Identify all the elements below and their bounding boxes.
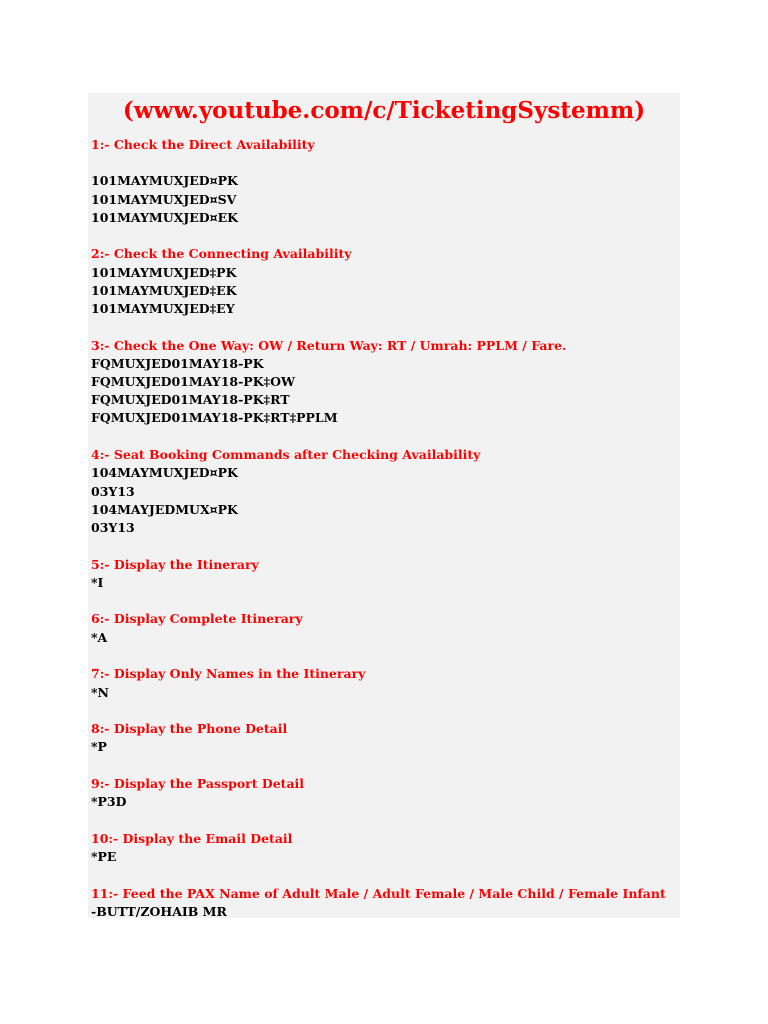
section-gap (91, 592, 680, 611)
command-line: FQMUXJED01MAY18-PK‡RT (91, 392, 290, 408)
cheat-sheet-panel (88, 93, 680, 918)
command-line: *N (91, 684, 109, 700)
section-heading: 4:- Seat Booking Commands after Checking Availability (91, 447, 481, 463)
command-line: 101MAYMUXJED¤PK (91, 173, 238, 189)
command-line: 101MAYMUXJED¤EK (91, 209, 238, 225)
section-9 (91, 775, 680, 830)
command-line: 104MAYMUXJED¤PK (91, 465, 238, 481)
command-line: 104MAYJEDMUX¤PK (91, 501, 238, 517)
command-list (88, 127, 680, 918)
section-gap (91, 428, 680, 447)
command-line: *A (91, 629, 108, 645)
command-line: FQMUXJED01MAY18-PK‡OW (91, 374, 296, 390)
section-gap (91, 537, 680, 556)
section-8 (91, 720, 680, 775)
section-2 (91, 245, 680, 336)
command-line: 101MAYMUXJED‡EK (91, 282, 237, 298)
command-line: -BUTT/ZOHAIB MR (91, 904, 227, 918)
command-line: 101MAYMUXJED‡EY (91, 301, 235, 316)
command-line: FQMUXJED01MAY18-PK (91, 355, 264, 371)
section-heading: 2:- Check the Connecting Availability (91, 246, 352, 262)
section-heading: 5:- Display the Itinerary (91, 556, 259, 572)
section-heading: 10:- Display the Email Detail (91, 830, 293, 846)
spacer (91, 154, 680, 172)
section-11 (91, 885, 680, 918)
section-heading: 9:- Display the Passport Detail (91, 776, 305, 792)
section-gap (91, 227, 680, 246)
section-heading: 6:- Display Complete Itinerary (91, 611, 303, 627)
section-gap (91, 866, 680, 885)
section-heading: 3:- Check the One Way: OW / Return Way: RT / Umrah: PPLM / Fare. (91, 337, 567, 353)
section-gap (91, 757, 680, 776)
section-1 (91, 136, 680, 245)
section-10 (91, 830, 680, 885)
command-line: *P3D (91, 794, 127, 810)
command-line: *PE (91, 849, 117, 865)
section-3 (91, 337, 680, 446)
section-gap (91, 811, 680, 830)
section-4 (91, 446, 680, 555)
command-line: *P (91, 739, 107, 755)
section-7 (91, 665, 680, 720)
command-line: 101MAYMUXJED‡PK (91, 264, 237, 280)
command-line: 101MAYMUXJED¤SV (91, 191, 237, 207)
section-heading: 8:- Display the Phone Detail (91, 721, 288, 737)
section-5 (91, 556, 680, 611)
command-line: *I (91, 574, 104, 590)
section-heading: 7:- Display Only Names in the Itinerary (91, 666, 366, 682)
section-gap (91, 647, 680, 666)
command-line: 03Y13 (91, 519, 135, 535)
section-gap (91, 702, 680, 721)
command-line: 03Y13 (91, 483, 135, 499)
command-line: FQMUXJED01MAY18-PK‡RT‡PPLM (91, 410, 338, 426)
section-6 (91, 610, 680, 665)
section-gap (91, 318, 680, 337)
page-title: (www.youtube.com/c/TicketingSystemm) (122, 97, 646, 124)
section-heading: 11:- Feed the PAX Name of Adult Male / Adult Female / Male Child / Female Infant (91, 885, 666, 901)
section-heading: 1:- Check the Direct Availability (91, 137, 315, 152)
